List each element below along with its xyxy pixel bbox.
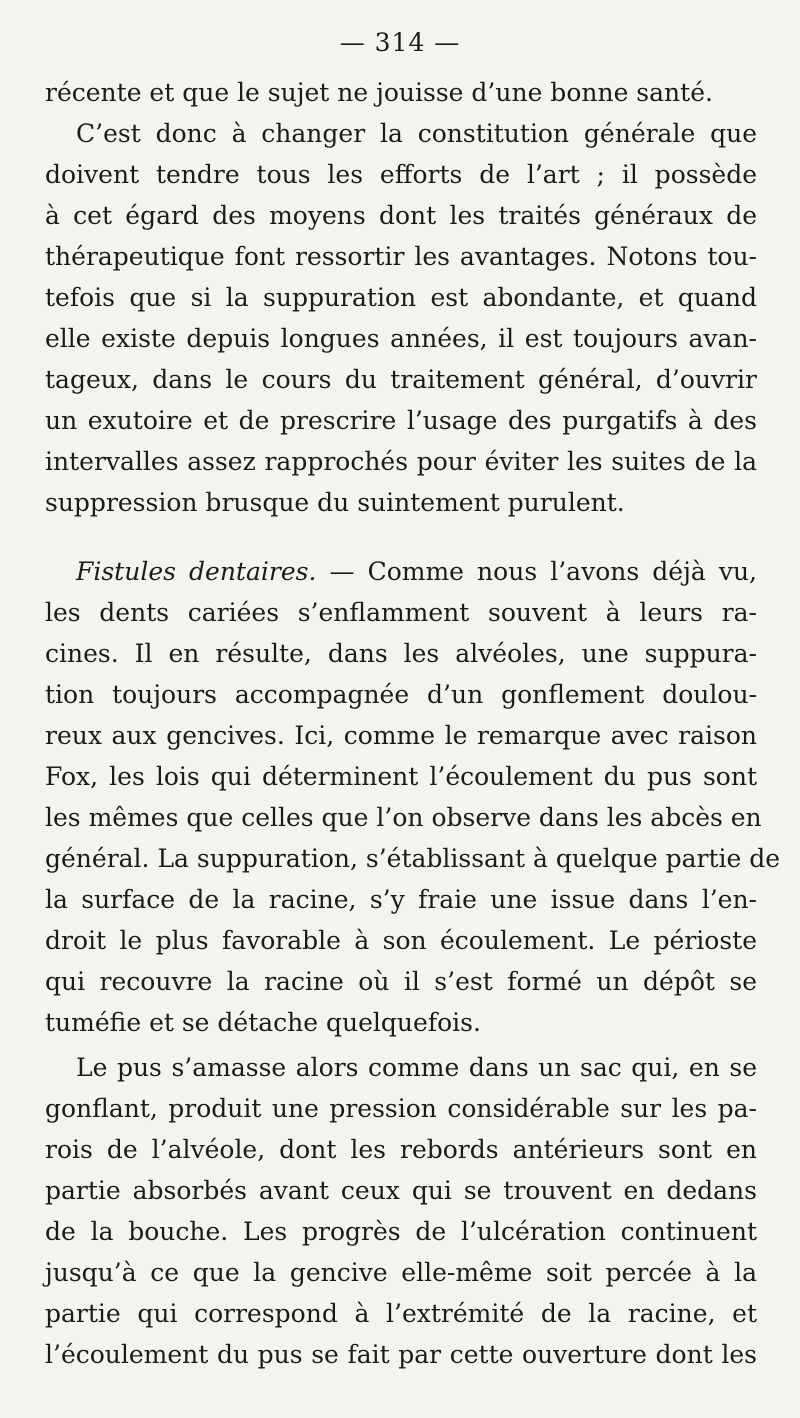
text-line: la surface de la racine, s’y fraie une issue dans l’en- — [45, 885, 757, 914]
text-line — [45, 551, 757, 592]
text-line: gonflant, produit une pression considérable sur les pa- — [45, 1094, 757, 1123]
text-line: droit le plus favorable à son écoulement. Le périoste — [45, 926, 757, 955]
text-line: tion toujours accompagnée d’un gonflement doulou- — [45, 680, 757, 709]
paragraph — [45, 72, 757, 113]
text-line: à cet égard des moyens dont les traités généraux de — [45, 201, 757, 230]
text-line: reux aux gencives. Ici, comme le remarque avec raison — [45, 721, 757, 750]
text-line: l’écoulement du pus se fait par cette ouverture dont les — [45, 1340, 757, 1369]
text-line: tuméfie et se détache quelquefois. — [45, 1008, 481, 1037]
text-line: cines. Il en résulte, dans les alvéoles, une suppura- — [45, 639, 757, 668]
paragraph — [45, 551, 781, 1043]
text-line: tefois que si la suppuration est abondante, et quand — [45, 283, 757, 312]
text-line: Le pus s’amasse alors comme dans un sac qui, en se — [76, 1053, 757, 1082]
text-line: doivent tendre tous les efforts de l’art ; il possède — [45, 160, 757, 189]
text-line: un exutoire et de prescrire l’usage des purgatifs à des — [45, 406, 757, 435]
text-line: C’est donc à changer la constitution générale que — [76, 119, 757, 148]
text-line: les dents cariées s’enflamment souvent à leurs ra- — [45, 598, 757, 627]
text-line: jusqu’à ce que la gencive elle-même soit percée à la — [45, 1258, 757, 1287]
text-line: partie qui correspond à l’extrémité de la racine, et — [45, 1299, 757, 1328]
text-run: — Comme nous l’avons déjà vu, — [316, 557, 757, 586]
text-line: récente et que le sujet ne jouisse d’une bonne santé. — [45, 78, 713, 107]
body-text — [45, 72, 781, 1375]
paragraph — [45, 1047, 757, 1375]
text-line: Fox, les lois qui déterminent l’écoulement du pus sont — [45, 762, 757, 791]
text-line: de la bouche. Les progrès de l’ulcération continuent — [45, 1217, 757, 1246]
text-line: partie absorbés avant ceux qui se trouvent en dedans — [45, 1176, 757, 1205]
text-line: qui recouvre la racine où il s’est formé un dépôt se — [45, 967, 757, 996]
text-line: tageux, dans le cours du traitement général, d’ouvrir — [45, 365, 757, 394]
paragraph-gap — [45, 523, 757, 551]
text-line: suppression brusque du suintement purulent. — [45, 488, 625, 517]
text-line: elle existe depuis longues années, il est toujours avan- — [45, 324, 757, 353]
text-line: intervalles assez rapprochés pour éviter les suites de la — [45, 447, 757, 476]
page-number: — 314 — — [339, 28, 461, 57]
section-heading: Fistules dentaires. — [76, 557, 317, 586]
paragraph — [45, 113, 757, 523]
text-line: les mêmes que celles que l’on observe dans les abcès en — [45, 803, 762, 832]
text-line: général. La suppuration, s’établissant à quelque partie de — [45, 844, 781, 873]
text-line: rois de l’alvéole, dont les rebords antérieurs sont en — [45, 1135, 757, 1164]
text-line: thérapeutique font ressortir les avantages. Notons tou- — [45, 242, 757, 271]
